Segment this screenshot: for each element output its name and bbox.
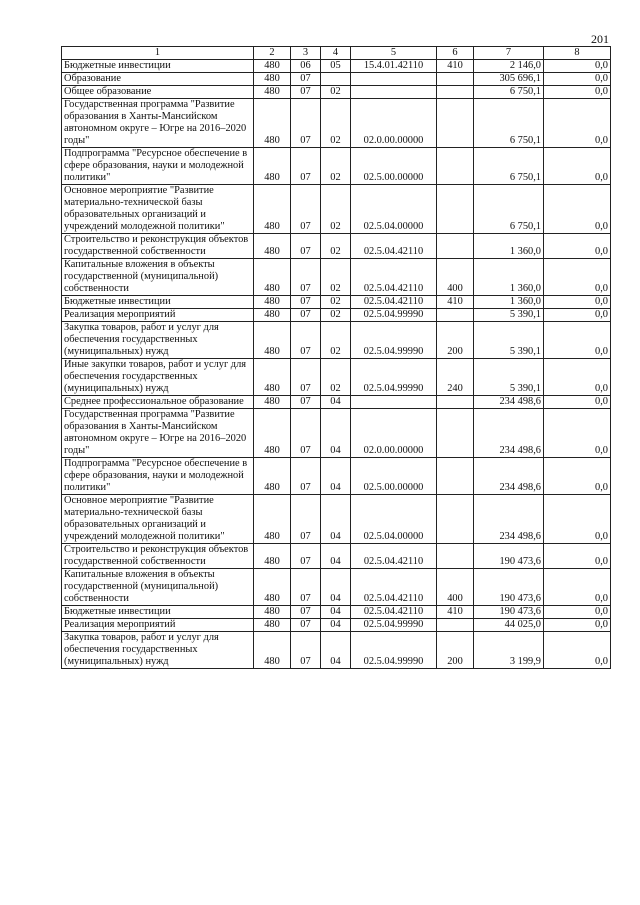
amount: 6 750,1 — [474, 185, 544, 234]
amount-secondary: 0,0 — [544, 309, 611, 322]
code-csr — [351, 86, 437, 99]
code-pr — [321, 73, 351, 86]
amount: 190 473,6 — [474, 544, 544, 569]
code-pr: 02 — [321, 86, 351, 99]
amount-secondary: 0,0 — [544, 544, 611, 569]
row-name: Бюджетные инвестиции — [62, 606, 254, 619]
row-name: Иные закупки товаров, работ и услуг для обеспечения государственных (муниципальных) нужд — [62, 359, 254, 396]
table-row — [62, 458, 611, 495]
table-row — [62, 396, 611, 409]
code-csr: 02.0.00.00000 — [351, 409, 437, 458]
code-gr: 480 — [254, 544, 291, 569]
code-pr: 04 — [321, 458, 351, 495]
code-pr: 04 — [321, 606, 351, 619]
amount: 190 473,6 — [474, 569, 544, 606]
code-vr — [437, 309, 474, 322]
code-gr: 480 — [254, 409, 291, 458]
code-rz: 07 — [291, 458, 321, 495]
code-rz: 07 — [291, 185, 321, 234]
table-row — [62, 259, 611, 296]
row-name: Основное мероприятие "Развитие материально-технической базы образовательных организаций и учреждений молодежной политики" — [62, 185, 254, 234]
code-rz: 07 — [291, 259, 321, 296]
amount-secondary: 0,0 — [544, 99, 611, 148]
row-name: Государственная программа "Развитие образования в Ханты-Мансийском автономном округе – Югре на 2016–2020 годы" — [62, 409, 254, 458]
amount: 5 390,1 — [474, 322, 544, 359]
amount-secondary: 0,0 — [544, 495, 611, 544]
amount-secondary: 0,0 — [544, 632, 611, 669]
code-pr: 02 — [321, 309, 351, 322]
amount-secondary: 0,0 — [544, 359, 611, 396]
amount: 1 360,0 — [474, 296, 544, 309]
code-gr: 480 — [254, 606, 291, 619]
code-pr: 02 — [321, 185, 351, 234]
code-vr — [437, 544, 474, 569]
code-csr — [351, 73, 437, 86]
code-csr: 02.5.04.42110 — [351, 259, 437, 296]
amount: 5 390,1 — [474, 309, 544, 322]
code-rz: 07 — [291, 359, 321, 396]
row-name: Реализация мероприятий — [62, 619, 254, 632]
code-gr: 480 — [254, 619, 291, 632]
code-rz: 07 — [291, 606, 321, 619]
code-csr: 02.5.04.42110 — [351, 606, 437, 619]
code-vr: 240 — [437, 359, 474, 396]
amount: 6 750,1 — [474, 148, 544, 185]
code-csr: 02.5.04.42110 — [351, 234, 437, 259]
code-csr: 02.5.04.00000 — [351, 495, 437, 544]
code-gr: 480 — [254, 259, 291, 296]
code-vr — [437, 86, 474, 99]
header-cell: 6 — [437, 47, 474, 60]
row-name: Реализация мероприятий — [62, 309, 254, 322]
table-body — [62, 60, 611, 669]
code-pr: 04 — [321, 495, 351, 544]
code-rz: 07 — [291, 86, 321, 99]
header-cell: 5 — [351, 47, 437, 60]
amount-secondary: 0,0 — [544, 322, 611, 359]
code-gr: 480 — [254, 632, 291, 669]
row-name: Образование — [62, 73, 254, 86]
table-row — [62, 619, 611, 632]
row-name: Подпрограмма "Ресурсное обеспечение в сфере образования, науки и молодежной политики" — [62, 148, 254, 185]
row-name: Закупка товаров, работ и услуг для обеспечения государственных (муниципальных) нужд — [62, 632, 254, 669]
code-pr: 02 — [321, 234, 351, 259]
code-rz: 07 — [291, 569, 321, 606]
row-name: Государственная программа "Развитие образования в Ханты-Мансийском автономном округе – Югре на 2016–2020 годы" — [62, 99, 254, 148]
code-rz: 07 — [291, 396, 321, 409]
code-vr — [437, 619, 474, 632]
code-vr — [437, 73, 474, 86]
header-row — [62, 47, 611, 60]
amount-secondary: 0,0 — [544, 396, 611, 409]
code-gr: 480 — [254, 495, 291, 544]
row-name: Бюджетные инвестиции — [62, 296, 254, 309]
table-row — [62, 234, 611, 259]
row-name: Строительство и реконструкция объектов государственной собственности — [62, 544, 254, 569]
code-gr: 480 — [254, 359, 291, 396]
amount-secondary: 0,0 — [544, 86, 611, 99]
code-rz: 07 — [291, 99, 321, 148]
code-pr: 04 — [321, 396, 351, 409]
code-vr: 400 — [437, 259, 474, 296]
code-rz: 07 — [291, 296, 321, 309]
code-pr: 02 — [321, 99, 351, 148]
amount: 3 199,9 — [474, 632, 544, 669]
amount: 234 498,6 — [474, 458, 544, 495]
code-rz: 07 — [291, 322, 321, 359]
code-pr: 02 — [321, 148, 351, 185]
code-rz: 07 — [291, 73, 321, 86]
code-vr — [437, 234, 474, 259]
table-row — [62, 296, 611, 309]
code-rz: 07 — [291, 632, 321, 669]
budget-table — [61, 46, 611, 669]
code-pr: 04 — [321, 619, 351, 632]
amount: 2 146,0 — [474, 60, 544, 73]
header-cell: 3 — [291, 47, 321, 60]
code-csr: 02.5.04.99990 — [351, 359, 437, 396]
header-cell: 7 — [474, 47, 544, 60]
table-row — [62, 569, 611, 606]
table-row — [62, 73, 611, 86]
code-pr: 04 — [321, 632, 351, 669]
code-gr: 480 — [254, 86, 291, 99]
code-csr: 02.0.00.00000 — [351, 99, 437, 148]
row-name: Подпрограмма "Ресурсное обеспечение в сфере образования, науки и молодежной политики" — [62, 458, 254, 495]
amount: 234 498,6 — [474, 396, 544, 409]
code-vr — [437, 185, 474, 234]
header-cell: 8 — [544, 47, 611, 60]
code-gr: 480 — [254, 569, 291, 606]
code-csr: 02.5.04.99990 — [351, 619, 437, 632]
table-row — [62, 60, 611, 73]
code-rz: 07 — [291, 234, 321, 259]
amount-secondary: 0,0 — [544, 606, 611, 619]
code-pr: 04 — [321, 544, 351, 569]
header-cell: 2 — [254, 47, 291, 60]
code-gr: 480 — [254, 396, 291, 409]
code-vr — [437, 409, 474, 458]
table-row — [62, 322, 611, 359]
table-row — [62, 409, 611, 458]
code-gr: 480 — [254, 458, 291, 495]
code-pr: 02 — [321, 322, 351, 359]
page-number: 201 — [591, 32, 609, 46]
code-csr: 02.5.04.00000 — [351, 185, 437, 234]
amount-secondary: 0,0 — [544, 185, 611, 234]
amount-secondary: 0,0 — [544, 60, 611, 73]
code-rz: 07 — [291, 495, 321, 544]
table-row — [62, 148, 611, 185]
code-vr — [437, 396, 474, 409]
code-csr: 02.5.00.00000 — [351, 458, 437, 495]
code-gr: 480 — [254, 148, 291, 185]
code-pr: 02 — [321, 359, 351, 396]
table-row — [62, 495, 611, 544]
amount: 234 498,6 — [474, 409, 544, 458]
header-cell: 4 — [321, 47, 351, 60]
code-vr — [437, 458, 474, 495]
code-csr: 02.5.04.99990 — [351, 322, 437, 359]
amount-secondary: 0,0 — [544, 259, 611, 296]
code-vr — [437, 148, 474, 185]
code-csr: 02.5.04.42110 — [351, 296, 437, 309]
code-vr: 400 — [437, 569, 474, 606]
code-gr: 480 — [254, 296, 291, 309]
amount-secondary: 0,0 — [544, 234, 611, 259]
amount: 5 390,1 — [474, 359, 544, 396]
table-row — [62, 309, 611, 322]
header-cell: 1 — [62, 47, 254, 60]
code-csr: 02.5.04.42110 — [351, 569, 437, 606]
code-csr: 02.5.04.42110 — [351, 544, 437, 569]
code-vr: 410 — [437, 296, 474, 309]
code-rz: 06 — [291, 60, 321, 73]
code-vr: 410 — [437, 606, 474, 619]
code-gr: 480 — [254, 309, 291, 322]
amount: 1 360,0 — [474, 234, 544, 259]
code-pr: 04 — [321, 409, 351, 458]
code-vr: 410 — [437, 60, 474, 73]
amount: 1 360,0 — [474, 259, 544, 296]
row-name: Бюджетные инвестиции — [62, 60, 254, 73]
code-csr — [351, 396, 437, 409]
table-row — [62, 632, 611, 669]
code-gr: 480 — [254, 234, 291, 259]
code-pr: 04 — [321, 569, 351, 606]
row-name: Среднее профессиональное образование — [62, 396, 254, 409]
code-gr: 480 — [254, 185, 291, 234]
row-name: Капитальные вложения в объекты государственной (муниципальной) собственности — [62, 259, 254, 296]
code-csr: 15.4.01.42110 — [351, 60, 437, 73]
amount: 305 696,1 — [474, 73, 544, 86]
table-row — [62, 544, 611, 569]
code-rz: 07 — [291, 409, 321, 458]
code-csr: 02.5.04.99990 — [351, 309, 437, 322]
code-rz: 07 — [291, 619, 321, 632]
amount-secondary: 0,0 — [544, 619, 611, 632]
code-vr: 200 — [437, 632, 474, 669]
table-row — [62, 606, 611, 619]
code-pr: 02 — [321, 259, 351, 296]
code-vr — [437, 99, 474, 148]
amount-secondary: 0,0 — [544, 148, 611, 185]
amount: 234 498,6 — [474, 495, 544, 544]
amount: 44 025,0 — [474, 619, 544, 632]
code-pr: 02 — [321, 296, 351, 309]
code-pr: 05 — [321, 60, 351, 73]
code-vr: 200 — [437, 322, 474, 359]
table-row — [62, 185, 611, 234]
row-name: Строительство и реконструкция объектов государственной собственности — [62, 234, 254, 259]
amount: 6 750,1 — [474, 99, 544, 148]
code-vr — [437, 495, 474, 544]
table-row — [62, 86, 611, 99]
code-gr: 480 — [254, 322, 291, 359]
row-name: Капитальные вложения в объекты государственной (муниципальной) собственности — [62, 569, 254, 606]
table-row — [62, 359, 611, 396]
amount-secondary: 0,0 — [544, 296, 611, 309]
code-gr: 480 — [254, 99, 291, 148]
amount-secondary: 0,0 — [544, 73, 611, 86]
code-rz: 07 — [291, 309, 321, 322]
amount-secondary: 0,0 — [544, 569, 611, 606]
amount: 190 473,6 — [474, 606, 544, 619]
code-gr: 480 — [254, 60, 291, 73]
table-row — [62, 99, 611, 148]
row-name: Закупка товаров, работ и услуг для обеспечения государственных (муниципальных) нужд — [62, 322, 254, 359]
code-csr: 02.5.00.00000 — [351, 148, 437, 185]
code-gr: 480 — [254, 73, 291, 86]
row-name: Основное мероприятие "Развитие материально-технической базы образовательных организаций и учреждений молодежной политики" — [62, 495, 254, 544]
code-csr: 02.5.04.99990 — [351, 632, 437, 669]
code-rz: 07 — [291, 544, 321, 569]
row-name: Общее образование — [62, 86, 254, 99]
amount: 6 750,1 — [474, 86, 544, 99]
amount-secondary: 0,0 — [544, 458, 611, 495]
amount-secondary: 0,0 — [544, 409, 611, 458]
code-rz: 07 — [291, 148, 321, 185]
